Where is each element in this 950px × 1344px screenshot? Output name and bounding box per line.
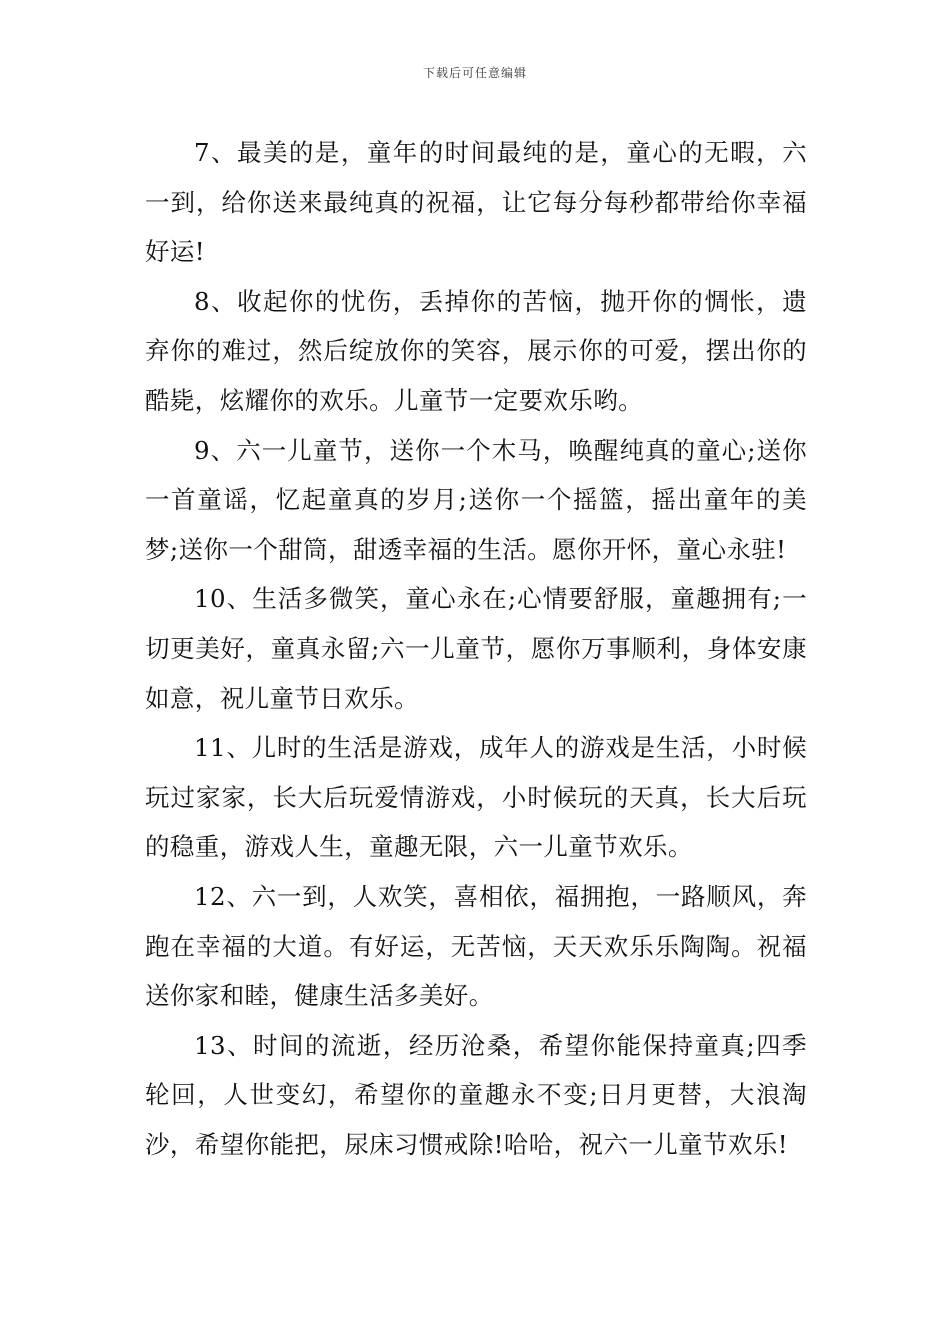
paragraph-13: 13、时间的流逝，经历沧桑，希望你能保持童真;四季轮回，人世变幻，希望你的童趣永不变;日月更替，大浪淘沙，希望你能把，尿床习惯戒除!哈哈，祝六一儿童节欢乐! xyxy=(145,1030,807,1159)
paragraph-11: 11、儿时的生活是游戏，成年人的游戏是生活，小时候玩过家家，长大后玩爱情游戏，小时候玩的天真，长大后玩的稳重，游戏人生，童趣无限，六一儿童节欢乐。 xyxy=(145,733,807,862)
paragraph-9: 9、六一儿童节，送你一个木马，唤醒纯真的童心;送你一首童谣，忆起童真的岁月;送你一个摇篮，摇出童年的美梦;送你一个甜筒，甜透幸福的生活。愿你开怀，童心永驻! xyxy=(145,435,807,564)
paragraph-10: 10、生活多微笑，童心永在;心情要舒服，童趣拥有;一切更美好，童真永留;六一儿童节，愿你万事顺利，身体安康如意，祝儿童节日欢乐。 xyxy=(145,584,807,713)
page-header-note: 下载后可任意编辑 xyxy=(422,66,527,80)
paragraph-8: 8、收起你的忧伤，丢掉你的苦恼，抛开你的惆怅，遗弃你的难过，然后绽放你的笑容，展示你的可爱，摆出你的酷毙，炫耀你的欢乐。儿童节一定要欢乐哟。 xyxy=(145,286,807,415)
paragraph-7: 7、最美的是，童年的时间最纯的是，童心的无暇，六一到，给你送来最纯真的祝福，让它每分每秒都带给你幸福好运! xyxy=(145,138,807,267)
document-body xyxy=(145,128,807,1169)
paragraph-12: 12、六一到，人欢笑，喜相依，福拥抱，一路顺风，奔跑在幸福的大道。有好运，无苦恼，天天欢乐乐陶陶。祝福送你家和睦，健康生活多美好。 xyxy=(145,881,807,1011)
